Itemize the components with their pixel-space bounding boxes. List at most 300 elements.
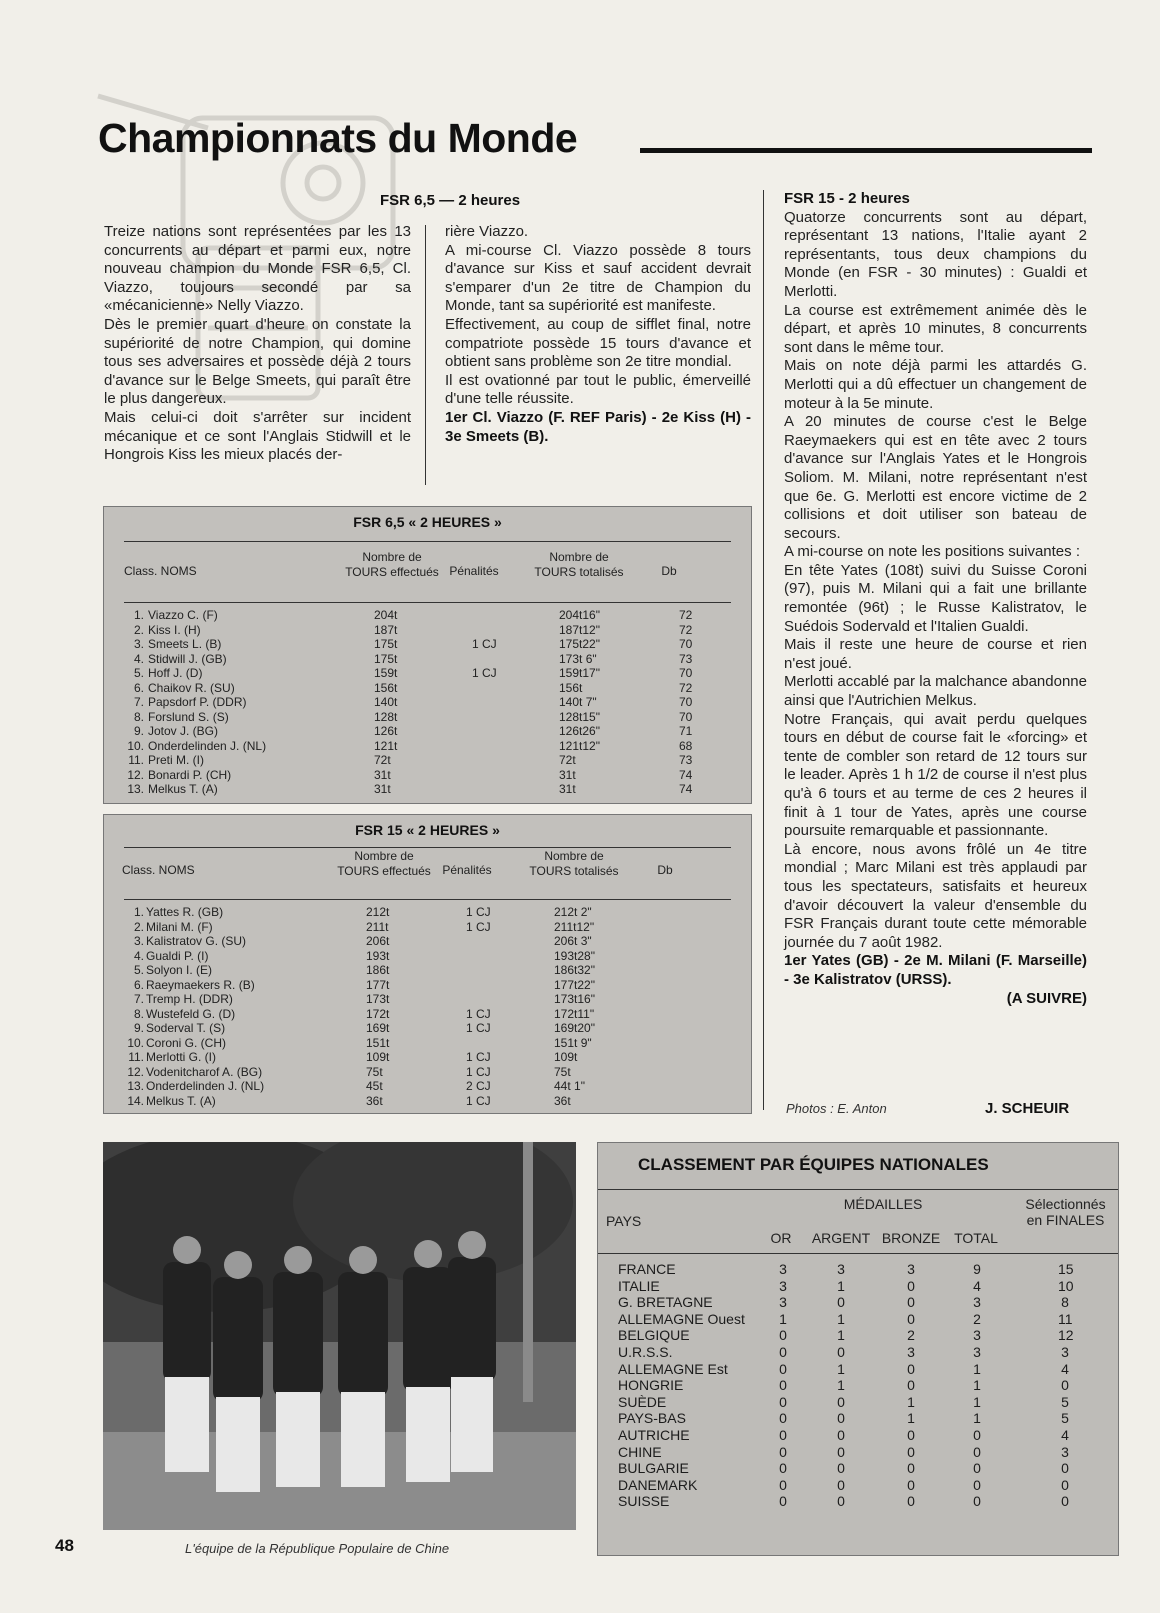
rank-cell: 11.: [128, 753, 144, 767]
rank-cell: 2.: [133, 919, 144, 934]
bronze-cell: 0: [907, 1377, 915, 1394]
pays-cell: SUÈDE: [618, 1393, 667, 1410]
nation-row: [598, 1327, 1118, 1344]
or-cell: 0: [779, 1393, 787, 1410]
or-cell: 0: [779, 1426, 787, 1443]
finales-cell: 8: [1061, 1294, 1069, 1311]
rank-cell: 2.: [133, 622, 144, 637]
page-title: Championnats du Monde: [98, 115, 578, 161]
db-cell: 74: [679, 782, 693, 796]
table-row: [104, 1007, 751, 1022]
rank-cell: 10.: [127, 1035, 144, 1050]
db-cell: 72: [679, 608, 693, 622]
argent-cell: 0: [837, 1343, 845, 1360]
tours-cell: 187t: [374, 622, 398, 637]
column-rule: [425, 225, 426, 485]
or-cell: 0: [779, 1377, 787, 1394]
table-row: [104, 1065, 751, 1080]
total-cell: 151t 9": [554, 1035, 592, 1050]
nation-row: [598, 1311, 1118, 1328]
finales-cell: 0: [1061, 1493, 1069, 1510]
total-cell: 177t22": [554, 977, 595, 992]
rank-cell: 6.: [133, 977, 144, 992]
table-row: [104, 681, 751, 696]
tours-cell: 173t: [366, 992, 390, 1006]
name-cell: Merlotti G. (I): [146, 1050, 217, 1064]
total-cell: 4: [973, 1277, 981, 1294]
paragraph: A mi-course on note les positions suivantes :: [784, 543, 1080, 561]
total-cell: 187t12": [559, 622, 600, 637]
rank-cell: 7.: [133, 695, 144, 709]
total-cell: 206t 3": [554, 934, 592, 948]
table-row: [104, 920, 751, 935]
bronze-cell: 1: [907, 1393, 915, 1410]
name-cell: Stidwill J. (GB): [148, 651, 227, 666]
header-class: Class. NOMS: [122, 863, 195, 877]
argent-cell: 1: [837, 1360, 845, 1377]
nations-table: [597, 1142, 1119, 1556]
name-cell: Onderdelinden J. (NL): [148, 738, 267, 753]
rank-cell: 4.: [133, 651, 144, 666]
penalty-cell: 1 CJ: [466, 1050, 491, 1064]
table-row: [104, 739, 751, 754]
nation-row: [598, 1344, 1118, 1361]
table-rule: [124, 899, 731, 900]
name-cell: Tremp H. (DDR): [146, 992, 233, 1006]
total-cell: 31t: [559, 782, 576, 796]
db-cell: 74: [679, 767, 693, 782]
or-cell: 0: [779, 1460, 787, 1477]
penalty-cell: 1 CJ: [466, 1093, 491, 1108]
table-row: [104, 1094, 751, 1109]
total-cell: 3: [973, 1343, 981, 1360]
nation-row: [598, 1493, 1118, 1510]
tours-cell: 175t: [374, 637, 398, 651]
penalty-cell: 2 CJ: [466, 1079, 491, 1093]
total-cell: 3: [973, 1294, 981, 1311]
total-cell: 0: [973, 1476, 981, 1493]
finales-cell: 3: [1061, 1443, 1069, 1460]
tours-cell: 211t: [366, 919, 389, 934]
nation-row: [598, 1261, 1118, 1278]
rank-cell: 11.: [128, 1050, 144, 1064]
header-db: Db: [657, 863, 673, 877]
db-cell: 70: [679, 666, 693, 680]
rank-cell: 4.: [133, 948, 144, 963]
rank-cell: 13.: [127, 782, 144, 796]
header-penalites: Pénalités: [442, 863, 492, 877]
finales-cell: 11: [1058, 1310, 1073, 1327]
rank-cell: 1.: [133, 905, 144, 919]
table-row: [104, 905, 751, 920]
tours-cell: 45t: [366, 1079, 383, 1093]
finales-cell: 15: [1058, 1261, 1074, 1277]
name-cell: Milani M. (F): [146, 919, 213, 934]
tours-cell: 172t: [366, 1006, 390, 1021]
team-photo-illustration: [103, 1142, 576, 1530]
title-rule: [640, 148, 1092, 153]
table-row: [104, 978, 751, 993]
paragraph: Là encore, nous avons frôlé un 4e titre mondial ; Marc Milani est très applaudi par tous les spectateurs, satisfaits et heureux d'avoir découvert la valeur d'ensemble du FSR Français durant toute cette mémorable journée du 7 août 1982.: [784, 840, 1087, 951]
bronze-cell: 2: [907, 1327, 915, 1344]
table-row: [104, 1021, 751, 1036]
bronze-cell: 0: [907, 1294, 915, 1311]
total-cell: 1: [973, 1393, 981, 1410]
header-bronze: BRONZE: [881, 1230, 941, 1246]
nation-row: [598, 1294, 1118, 1311]
name-cell: Hoff J. (D): [148, 666, 203, 680]
name-cell: Coroni G. (CH): [146, 1035, 227, 1050]
penalty-cell: 1 CJ: [466, 1006, 491, 1021]
total-cell: 2: [973, 1310, 981, 1327]
or-cell: 0: [779, 1443, 787, 1460]
pays-cell: ALLEMAGNE Ouest: [618, 1310, 745, 1327]
name-cell: Papsdorf P. (DDR): [148, 695, 247, 709]
rank-cell: 1.: [133, 608, 144, 622]
table-rule: [598, 1253, 1118, 1254]
pays-cell: U.R.S.S.: [618, 1343, 673, 1360]
paragraph: Mais il reste une heure de course et rien n'est joué.: [784, 636, 1087, 672]
total-cell: 0: [973, 1443, 981, 1460]
table-rule: [598, 1189, 1118, 1190]
argent-cell: 1: [837, 1327, 845, 1344]
pays-cell: SUISSE: [618, 1493, 670, 1510]
db-cell: 70: [679, 695, 693, 709]
table-row: [104, 608, 751, 623]
total-cell: 175t22": [559, 637, 600, 651]
pays-cell: ALLEMAGNE Est: [618, 1360, 728, 1377]
table-row: [104, 934, 751, 949]
header-totalises: Nombre de TOURS totalisés: [534, 550, 624, 579]
table-row: [104, 963, 751, 978]
paragraph: Mais on note déjà parmi les attardés G. Merlotti qui a dû effectuer un changement de moteur à la 5e minute.: [784, 357, 1087, 412]
team-photo: [103, 1142, 576, 1530]
bronze-cell: 0: [907, 1426, 915, 1443]
bronze-cell: 3: [907, 1261, 915, 1277]
bronze-cell: 3: [907, 1343, 915, 1360]
penalty-cell: 1 CJ: [472, 637, 497, 651]
finales-cell: 0: [1061, 1476, 1069, 1493]
total-cell: 212t 2": [554, 905, 592, 919]
db-cell: 71: [679, 724, 693, 738]
table-title: FSR 15 « 2 HEURES »: [355, 822, 500, 838]
pays-cell: AUTRICHE: [618, 1426, 690, 1443]
pays-cell: DANEMARK: [618, 1476, 698, 1493]
header-total: TOTAL: [954, 1230, 998, 1246]
or-cell: 1: [779, 1310, 787, 1327]
tours-cell: 212t: [366, 905, 390, 919]
paragraph: Mais celui-ci doit s'arrêter sur incident mécanique et ce sont l'Anglais Stidwill et le Hongrois Kiss les mieux placés der-: [104, 408, 411, 464]
table-body: [104, 608, 751, 797]
suite-label: (A SUIVRE): [1006, 989, 1087, 1007]
penalty-cell: 1 CJ: [466, 1021, 491, 1035]
nation-row: [598, 1377, 1118, 1394]
article2-column: [784, 190, 1087, 1008]
rank-cell: 14.: [127, 1093, 144, 1108]
tours-cell: 126t: [374, 724, 398, 738]
total-cell: 1: [973, 1360, 981, 1377]
header-totalises: Nombre de TOURS totalisés: [529, 849, 619, 878]
name-cell: Gualdi P. (I): [146, 948, 209, 963]
bronze-cell: 0: [907, 1277, 915, 1294]
table-row: [104, 623, 751, 638]
penalty-cell: 1 CJ: [472, 666, 497, 680]
table-row: [104, 949, 751, 964]
tours-cell: 156t: [374, 680, 398, 695]
article1-col1: [104, 223, 411, 465]
or-cell: 3: [779, 1261, 787, 1277]
name-cell: Bonardi P. (CH): [148, 767, 232, 782]
or-cell: 0: [779, 1410, 787, 1427]
tours-cell: 75t: [366, 1064, 383, 1079]
total-cell: 31t: [559, 767, 576, 782]
total-cell: 193t28": [554, 948, 595, 963]
bronze-cell: 0: [907, 1310, 915, 1327]
rank-cell: 3.: [133, 637, 144, 651]
paragraph: Effectivement, au coup de sifflet final, notre compatriote possède 15 tours d'avance et obtient sans problème son 2e titre mondial.: [445, 315, 751, 371]
paragraph: Quatorze concurrents sont au départ, représentant 13 nations, l'Italie ayant 2 représentants, tous deux champions du Monde (en FSR - 30 minutes) : Gualdi et Merlotti.: [784, 208, 1087, 300]
argent-cell: 0: [837, 1393, 845, 1410]
total-cell: 211t12": [554, 919, 595, 934]
name-cell: Vodenitcharof A. (BG): [146, 1064, 263, 1079]
article1-heading: FSR 6,5 — 2 heures: [380, 192, 521, 209]
tours-cell: 175t: [374, 651, 398, 666]
rank-cell: 13.: [127, 1079, 144, 1093]
table-row: [104, 1079, 751, 1094]
paragraph: Il est ovationné par tout le public, émerveillé d'une telle réussite.: [445, 371, 751, 408]
table-row: [104, 666, 751, 681]
table-row: [104, 768, 751, 783]
table-row: [104, 652, 751, 667]
total-cell: 0: [973, 1493, 981, 1510]
article2-heading: FSR 15 - 2 heures: [784, 190, 910, 207]
nation-row: [598, 1361, 1118, 1378]
total-cell: 36t: [554, 1093, 571, 1108]
argent-cell: 1: [837, 1277, 845, 1294]
rank-cell: 9.: [133, 1021, 144, 1035]
rank-cell: 9.: [133, 724, 144, 738]
paragraph: Notre Français, qui avait perdu quelques tours en début de course fait le «forcing» et tente de combler son retard de 12 tours sur le leader. Après 1 h 1/2 de course il n'est plus qu'à 6 tours et au terme de ces 2 heures il finit à 1 tour de Yates, après une course poursuite remarquable et passionnante.: [784, 710, 1087, 840]
total-cell: 169t20": [554, 1021, 595, 1035]
nation-row: [598, 1460, 1118, 1477]
argent-cell: 3: [837, 1261, 845, 1277]
finales-cell: 3: [1061, 1343, 1069, 1360]
total-cell: 173t16": [554, 992, 595, 1006]
table-rule: [124, 602, 731, 603]
finales-cell: 0: [1061, 1460, 1069, 1477]
tours-cell: 109t: [366, 1050, 390, 1064]
article1-result: 1er Cl. Viazzo (F. REF Paris) - 2e Kiss (H) - 3e Smeets (B).: [445, 408, 751, 445]
results-table-fsr15: [103, 814, 752, 1114]
or-cell: 0: [779, 1493, 787, 1510]
tours-cell: 72t: [374, 753, 391, 767]
tours-cell: 204t: [374, 608, 398, 622]
bronze-cell: 1: [907, 1410, 915, 1427]
table-title: CLASSEMENT PAR ÉQUIPES NATIONALES: [638, 1155, 989, 1174]
total-cell: 128t15": [559, 709, 600, 724]
total-cell: 9: [973, 1261, 981, 1277]
name-cell: Onderdelinden J. (NL): [146, 1079, 265, 1093]
name-cell: Yattes R. (GB): [146, 905, 224, 919]
table-row: [104, 637, 751, 652]
total-cell: 75t: [554, 1064, 571, 1079]
pays-cell: BELGIQUE: [618, 1327, 690, 1344]
name-cell: Melkus T. (A): [148, 782, 218, 796]
rank-cell: 8.: [133, 1006, 144, 1021]
or-cell: 0: [779, 1360, 787, 1377]
bronze-cell: 0: [907, 1493, 915, 1510]
finales-cell: 10: [1058, 1277, 1074, 1294]
pays-cell: CHINE: [618, 1443, 662, 1460]
tours-cell: 151t: [366, 1035, 390, 1050]
rank-cell: 3.: [133, 934, 144, 948]
or-cell: 0: [779, 1476, 787, 1493]
rank-cell: 7.: [133, 992, 144, 1006]
pays-cell: G. BRETAGNE: [618, 1294, 713, 1311]
paragraph: A mi-course Cl. Viazzo possède 8 tours d'avance sur Kiss et sauf accident devrait s'emparer d'un 2e titre de Champion du Monde, tant sa supériorité est manifeste.: [445, 241, 751, 315]
tours-cell: 177t: [366, 977, 390, 992]
tours-cell: 140t: [374, 695, 398, 709]
tours-cell: 169t: [366, 1021, 390, 1035]
pays-cell: HONGRIE: [618, 1377, 684, 1394]
name-cell: Chaikov R. (SU): [148, 680, 235, 695]
tours-cell: 31t: [374, 782, 391, 796]
name-cell: Wustefeld G. (D): [146, 1006, 236, 1021]
rank-cell: 6.: [133, 680, 144, 695]
table-row: [104, 724, 751, 739]
rank-cell: 12.: [127, 1064, 144, 1079]
tours-cell: 31t: [374, 767, 391, 782]
nation-row: [598, 1444, 1118, 1461]
finales-cell: 0: [1061, 1377, 1069, 1394]
name-cell: Viazzo C. (F): [148, 608, 218, 622]
finales-cell: 12: [1058, 1327, 1074, 1344]
tours-cell: 36t: [366, 1093, 383, 1108]
pays-cell: FRANCE: [618, 1261, 676, 1277]
tours-cell: 193t: [366, 948, 390, 963]
or-cell: 3: [779, 1294, 787, 1311]
photo-caption: L'équipe de la République Populaire de Chine: [185, 1541, 450, 1556]
total-cell: 186t32": [554, 963, 595, 977]
db-cell: 72: [679, 622, 693, 637]
finales-cell: 4: [1061, 1360, 1069, 1377]
paragraph: La course est extrêmement animée dès le départ, et après 10 minutes, 8 concurrents sont dans le même tour.: [784, 301, 1087, 356]
db-cell: 68: [679, 738, 693, 753]
paragraph: En tête Yates (108t) suivi du Suisse Coroni (97), puis M. Milani qui a fait une brillante remontée (96t) ; le Russe Kalistratov, le Suédois Sodervald et l'Italien Gualdi.: [784, 561, 1087, 635]
paragraph: Treize nations sont représentées par les 13 concurrents au départ et parmi eux, notre nouveau champion du Monde FSR 6,5, Cl. Viazzo, toujours secondé par sa «mécanicienne» Nelly Viazzo.: [104, 223, 411, 315]
total-cell: 1: [973, 1410, 981, 1427]
table-row: [104, 753, 751, 768]
name-cell: Melkus T. (A): [146, 1093, 216, 1108]
argent-cell: 0: [837, 1493, 845, 1510]
argent-cell: 0: [837, 1294, 845, 1311]
penalty-cell: 1 CJ: [466, 1064, 491, 1079]
name-cell: Soderval T. (S): [146, 1021, 226, 1035]
photo-credit: Photos : E. Anton: [786, 1101, 887, 1116]
total-cell: 121t12": [559, 738, 600, 753]
db-cell: 70: [679, 709, 693, 724]
name-cell: Jotov J. (BG): [148, 724, 219, 738]
bronze-cell: 0: [907, 1460, 915, 1477]
finales-cell: 5: [1061, 1410, 1069, 1427]
header-selection: Sélectionnés en FINALES: [1025, 1196, 1106, 1228]
header-penalites: Pénalités: [449, 564, 499, 578]
tours-cell: 186t: [366, 963, 390, 977]
argent-cell: 0: [837, 1410, 845, 1427]
total-cell: 126t26": [559, 724, 600, 738]
name-cell: Kiss I. (H): [148, 622, 201, 637]
name-cell: Kalistratov G. (SU): [146, 934, 247, 948]
nation-row: [598, 1427, 1118, 1444]
total-cell: 109t: [554, 1050, 578, 1064]
tours-cell: 159t: [374, 666, 398, 680]
table-row: [104, 992, 751, 1007]
table-rule: [124, 847, 731, 848]
rank-cell: 5.: [133, 963, 144, 977]
argent-cell: 1: [837, 1377, 845, 1394]
total-cell: 72t: [559, 753, 576, 767]
paragraph: Merlotti accablé par la malchance abandonne ainsi que l'Autrichien Melkus.: [784, 673, 1087, 710]
author: J. SCHEUIR: [985, 1100, 1070, 1117]
table-row: [104, 1050, 751, 1065]
name-cell: Forslund S. (S): [148, 709, 229, 724]
name-cell: Solyon I. (E): [146, 963, 213, 977]
or-cell: 3: [779, 1277, 787, 1294]
column-rule: [763, 190, 764, 1110]
total-cell: 159t17": [559, 666, 600, 680]
article2-result: 1er Yates (GB) - 2e M. Milani (F. Marseille) - 3e Kalistratov (URSS).: [784, 952, 1087, 988]
table-row: [104, 1036, 751, 1051]
total-cell: 44t 1": [554, 1079, 585, 1093]
nation-row: [598, 1278, 1118, 1295]
tours-cell: 121t: [374, 738, 398, 753]
argent-cell: 0: [837, 1443, 845, 1460]
tours-cell: 128t: [374, 709, 398, 724]
table-row: [104, 695, 751, 710]
total-cell: 0: [973, 1460, 981, 1477]
or-cell: 0: [779, 1343, 787, 1360]
total-cell: 140t 7": [559, 695, 597, 709]
rank-cell: 12.: [127, 767, 144, 782]
total-cell: 3: [973, 1327, 981, 1344]
total-cell: 0: [973, 1426, 981, 1443]
bronze-cell: 0: [907, 1476, 915, 1493]
table-body: [104, 905, 751, 1108]
or-cell: 0: [779, 1327, 787, 1344]
name-cell: Smeets L. (B): [148, 637, 222, 651]
argent-cell: 0: [837, 1426, 845, 1443]
pays-cell: ITALIE: [618, 1277, 660, 1294]
paragraph: rière Viazzo.: [445, 223, 529, 240]
finales-cell: 4: [1061, 1426, 1069, 1443]
total-cell: 172t11": [554, 1006, 595, 1021]
header-tours: Nombre de TOURS effectués: [337, 849, 431, 878]
finales-cell: 5: [1061, 1393, 1069, 1410]
penalty-cell: 1 CJ: [466, 905, 491, 919]
db-cell: 73: [679, 651, 693, 666]
nation-row: [598, 1477, 1118, 1494]
header-tours: Nombre de TOURS effectués: [345, 550, 439, 579]
header-or: OR: [770, 1230, 792, 1246]
nation-row: [598, 1410, 1118, 1427]
page-number: 48: [55, 1536, 74, 1555]
bronze-cell: 0: [907, 1443, 915, 1460]
header-medailles: MÉDAILLES: [843, 1196, 923, 1212]
table-rule: [124, 541, 731, 542]
article1-col2: [445, 223, 751, 446]
penalty-cell: 1 CJ: [466, 919, 491, 934]
db-cell: 73: [679, 753, 693, 767]
